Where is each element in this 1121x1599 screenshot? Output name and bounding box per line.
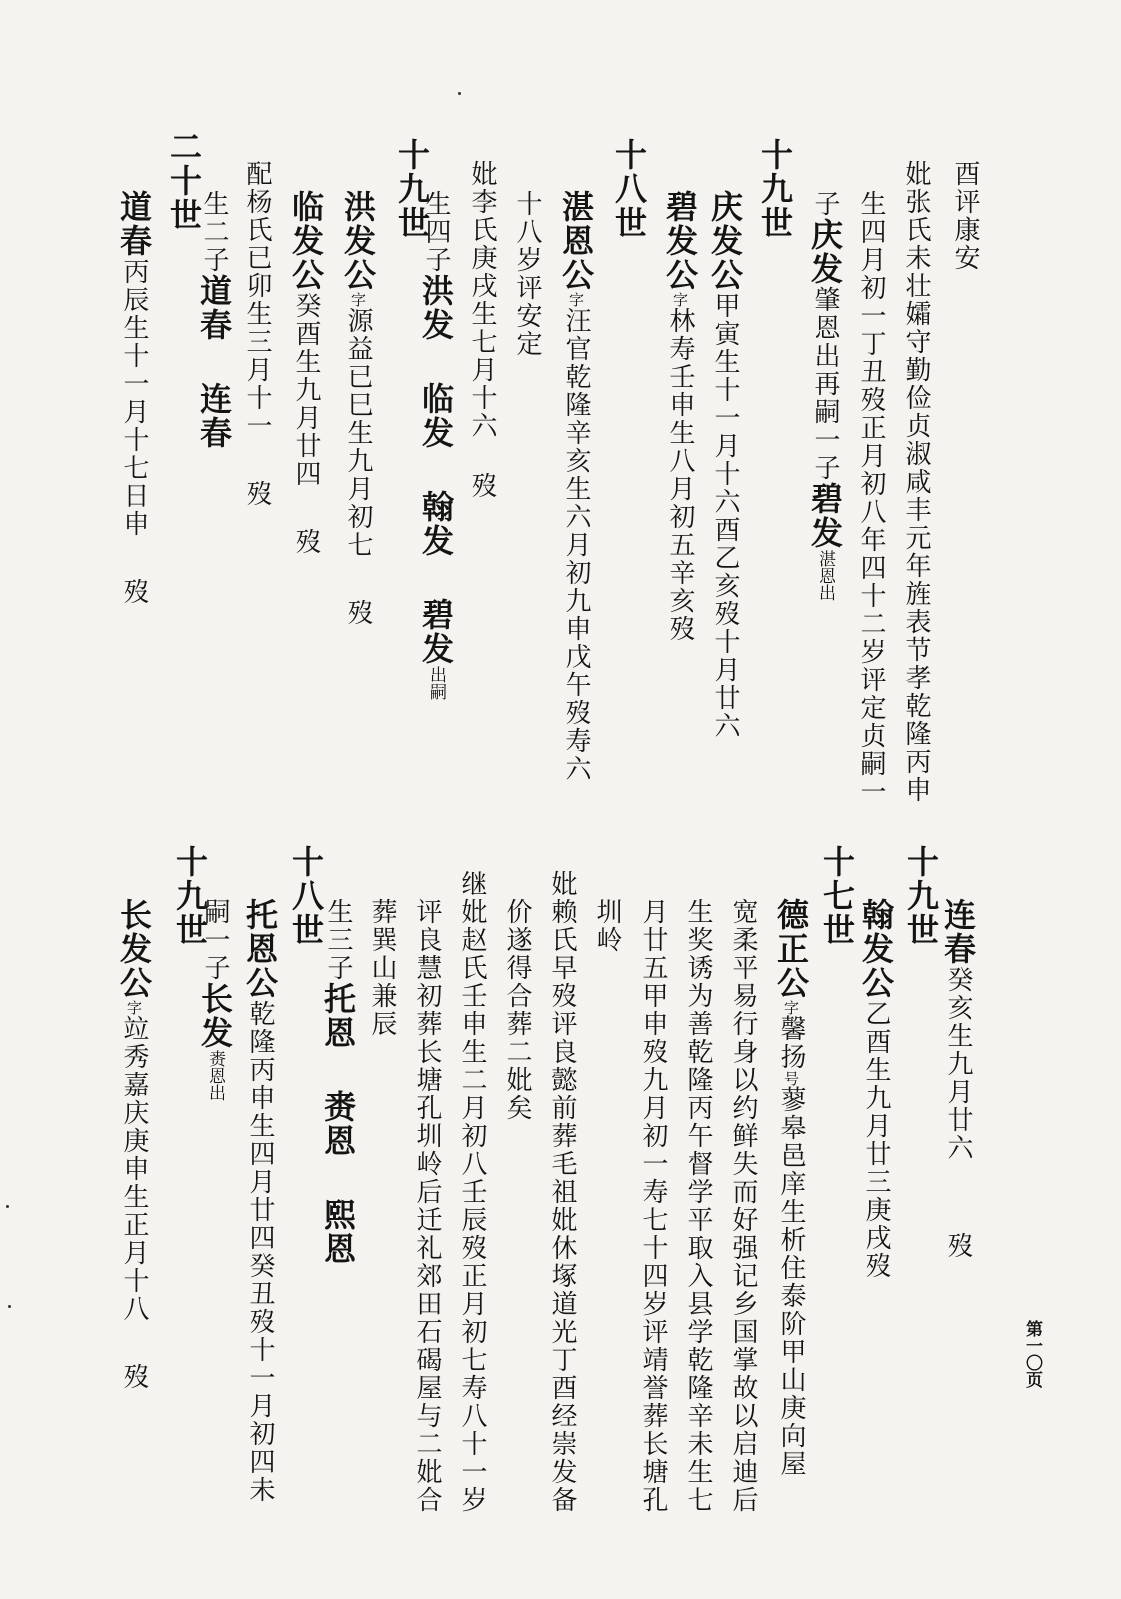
person-name: 道春 xyxy=(195,274,233,342)
note: 湛恩出 xyxy=(815,550,835,601)
note: 号 xyxy=(782,1071,800,1086)
generation-heading xyxy=(393,138,431,240)
lower-line-12 xyxy=(459,870,485,1514)
upper-line-6 xyxy=(706,190,744,740)
text: 宽柔平易行身以约鲜失而好强记乡国掌故以启迪后 xyxy=(728,898,758,1514)
person-name: 德正公 xyxy=(772,898,810,1000)
person-name: 碧发公 xyxy=(661,190,699,292)
lower-line-11 xyxy=(504,898,530,1122)
page-number: 第一〇页 xyxy=(1022,1320,1042,1388)
text: 月廿五甲申歿九月初一寿七十四岁评靖誉葬长塘孔 xyxy=(638,898,668,1514)
lower-line-20 xyxy=(115,898,153,1391)
text: 丙辰生十一月十七日申 xyxy=(119,258,149,538)
upper-line-16 xyxy=(244,160,270,508)
text: 妣李氏庚戌生七月十六 歿 xyxy=(467,160,497,500)
text: 汪官乾隆辛亥生六月初九申戊午歿寿六 xyxy=(561,307,591,783)
text: 十九世 xyxy=(171,845,209,947)
person-name: 托恩公 xyxy=(241,898,279,1000)
text: 源益已巳生九月初七 xyxy=(343,307,373,559)
note: 字 xyxy=(125,1000,143,1015)
text: 酉评康安 xyxy=(950,160,980,272)
text: 癸酉生九月廿四 xyxy=(291,292,321,488)
scan-speck xyxy=(8,1305,11,1308)
text: 妣赖氏早歿评良懿前葬毛祖妣休塚道光丁酉经崇发备 xyxy=(547,870,577,1514)
text: 歿 xyxy=(119,1363,149,1391)
lower-line-13 xyxy=(414,898,440,1514)
generation-heading xyxy=(756,138,794,240)
person-name: 碧发 xyxy=(417,598,455,666)
text: 妣张氏未壮孀守勤俭贞淑咸丰元年旌表节孝乾隆丙申 xyxy=(901,160,931,804)
note: 字 xyxy=(349,292,367,307)
generation-heading xyxy=(171,845,209,947)
text: 歿 xyxy=(242,480,272,508)
upper-line-19 xyxy=(115,190,153,606)
lower-line-1 xyxy=(939,898,977,1260)
text: 歿 xyxy=(943,1232,973,1260)
person-name: 连春 xyxy=(195,382,233,450)
text: 生四月初一丁丑歿正月初八年四十二岁评定贞嗣一 xyxy=(856,190,886,806)
note: 字 xyxy=(567,292,585,307)
lower-line-15 xyxy=(319,898,357,1266)
person-name: 连春 xyxy=(939,898,977,966)
text: 生三子 xyxy=(323,898,353,982)
text: 生奖诱为善乾隆丙午督学平取入县学乾隆辛未生七 xyxy=(683,898,713,1514)
person-name: 湛恩公 xyxy=(557,190,595,292)
person-name: 长发 xyxy=(196,982,234,1050)
upper-line-11 xyxy=(469,160,495,500)
scan-speck xyxy=(458,92,461,95)
text: 嗣一子 xyxy=(200,898,230,982)
person-name: 洪发 xyxy=(417,274,455,342)
person-name: 碧发 xyxy=(806,482,844,550)
text: 十九世 xyxy=(756,138,794,240)
person-name: 长发公 xyxy=(115,898,153,1000)
lower-line-10 xyxy=(549,870,575,1514)
text: 林寿壬申生八月初五辛亥歿 xyxy=(665,307,695,643)
text: 歿 xyxy=(343,599,373,627)
text: 生四子 xyxy=(421,190,451,274)
person-name: 赉恩 xyxy=(319,1090,357,1158)
lower-line-14 xyxy=(369,898,395,1038)
text: 十九世 xyxy=(902,845,940,947)
person-name: 庆发 xyxy=(806,218,844,286)
generation-heading xyxy=(287,845,325,947)
generation-heading xyxy=(902,845,940,947)
text: 价遂得合葬二妣矣 xyxy=(502,898,532,1122)
text: 歿 xyxy=(119,578,149,606)
text: 生二子 xyxy=(199,190,229,274)
text: 评良慧初葬长塘孔圳岭后迁礼郊田石碣屋与二妣合 xyxy=(412,898,442,1514)
text: 子 xyxy=(810,190,840,218)
text: 癸亥生九月廿六 xyxy=(943,966,973,1162)
text: 十九世 xyxy=(393,138,431,240)
text: 葬巽山兼辰 xyxy=(367,898,397,1038)
person-name: 熙恩 xyxy=(319,1198,357,1266)
lower-line-7 xyxy=(685,898,711,1514)
text: 十七世 xyxy=(818,845,856,947)
upper-line-7 xyxy=(661,190,699,643)
upper-line-10 xyxy=(514,190,540,358)
note: 字 xyxy=(782,1000,800,1015)
upper-line-9 xyxy=(557,190,595,783)
upper-line-1 xyxy=(952,160,978,272)
text: 继妣赵氏壬申生二月初八壬辰歿正月初七寿八十一岁 xyxy=(457,870,487,1514)
person-name: 临发 xyxy=(417,382,455,450)
text: 十八岁评安定 xyxy=(512,190,542,358)
lower-line-8 xyxy=(640,898,666,1514)
text: 肇恩出再嗣一子 xyxy=(810,286,840,482)
lower-line-17 xyxy=(241,898,279,1504)
text: 十八世 xyxy=(610,138,648,240)
person-name: 洪发公 xyxy=(339,190,377,292)
person-name: 临发公 xyxy=(287,190,325,292)
text: 甲寅生十一月十六酉乙亥歿十月廿六 xyxy=(710,292,740,740)
person-name: 庆发公 xyxy=(706,190,744,292)
text: 乙酉生九月廿三庚戌歿 xyxy=(861,1000,891,1280)
text: 乾隆丙申生四月廿四癸丑歿十一月初四未 xyxy=(245,1000,275,1504)
text: 蓼皋邑庠生析住泰阶甲山庚向屋 xyxy=(776,1086,806,1478)
lower-line-9 xyxy=(594,898,620,954)
scan-speck xyxy=(6,1205,9,1208)
upper-line-2 xyxy=(903,160,929,804)
text: 配杨氏已卯生三月十一 xyxy=(242,160,272,440)
upper-line-3 xyxy=(858,190,884,806)
generation-heading xyxy=(165,130,203,232)
text: 十八世 xyxy=(287,845,325,947)
text: 二十世 xyxy=(165,130,203,232)
lower-line-3 xyxy=(857,898,895,1280)
lower-line-5 xyxy=(772,898,810,1478)
person-name: 翰发 xyxy=(417,490,455,558)
text: 圳岭 xyxy=(592,898,622,954)
person-name: 托恩 xyxy=(319,982,357,1050)
text: 馨扬 xyxy=(776,1015,806,1071)
upper-line-15 xyxy=(287,190,325,556)
text: 竝秀嘉庆庚申生正月十八 xyxy=(119,1015,149,1323)
upper-line-12 xyxy=(417,190,455,700)
note: 字 xyxy=(671,292,689,307)
person-name: 道春 xyxy=(115,190,153,258)
upper-line-14 xyxy=(339,190,377,627)
text: 歿 xyxy=(291,528,321,556)
lower-line-6 xyxy=(730,898,756,1514)
note: 出嗣 xyxy=(426,666,446,700)
upper-line-4 xyxy=(806,190,844,601)
person-name: 翰发公 xyxy=(857,898,895,1000)
generation-heading xyxy=(818,845,856,947)
generation-heading xyxy=(610,138,648,240)
note: 赉恩出 xyxy=(205,1050,225,1101)
